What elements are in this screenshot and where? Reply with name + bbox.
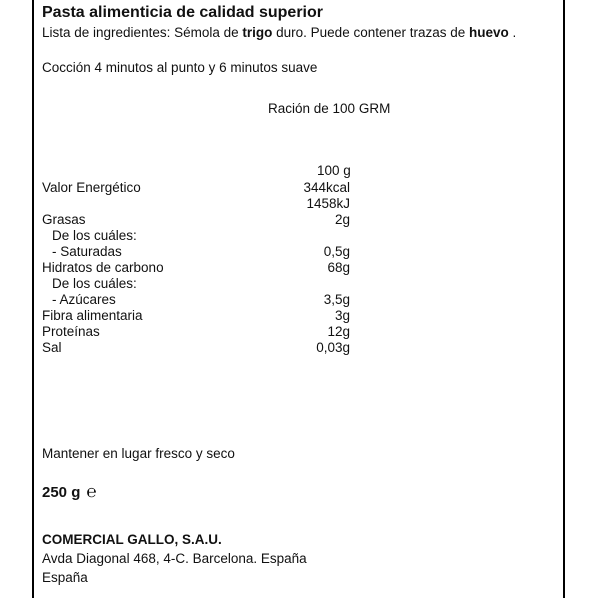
ingredients-list	[42, 25, 516, 41]
nutrition-row-value: 1458kJ	[306, 196, 350, 211]
estimated-sign-icon: ℮	[86, 482, 97, 501]
nutrition-row-value: 2g	[334, 212, 350, 227]
company-address: Avda Diagonal 468, 4-C. Barcelona. España	[42, 551, 307, 566]
nutrition-row-value: 3g	[334, 308, 350, 323]
nutrition-row-value: 3,5g	[323, 292, 350, 307]
ingredients-prefix: Lista de ingredientes: Sémola de	[42, 25, 243, 40]
nutrition-row-label: Proteínas	[42, 324, 100, 339]
nutrition-row-label: De los cuáles:	[52, 276, 137, 291]
company-country: España	[42, 570, 88, 585]
nutrition-row-label: - Saturadas	[52, 244, 122, 259]
ingredients-middle: duro. Puede contener trazas de	[272, 25, 470, 40]
net-weight	[42, 483, 97, 502]
net-weight-value: 250 g	[42, 484, 81, 501]
nutrition-row-value: 344kcal	[303, 180, 350, 195]
nutrition-row-label: Valor Energético	[42, 180, 141, 195]
cooking-instructions: Cocción 4 minutos al punto y 6 minutos suave	[42, 60, 318, 75]
nutrition-row-label: Grasas	[42, 212, 86, 227]
nutrition-row-label: De los cuáles:	[52, 228, 137, 243]
nutrition-row-label: Sal	[42, 340, 62, 355]
ingredients-suffix: .	[508, 25, 517, 40]
allergen-huevo: huevo	[469, 25, 509, 40]
nutrition-row-value: 12g	[327, 324, 350, 339]
nutrition-row-value: 68g	[327, 260, 350, 275]
storage-instructions: Mantener en lugar fresco y seco	[42, 446, 235, 461]
nutrition-row-label: - Azúcares	[52, 292, 116, 307]
nutrition-column-header: 100 g	[317, 163, 351, 178]
nutrition-row-label: Hidratos de carbono	[42, 260, 164, 275]
nutrition-row-value: 0,03g	[316, 340, 350, 355]
allergen-trigo: trigo	[242, 25, 273, 40]
company-name: COMERCIAL GALLO, S.A.U.	[42, 532, 222, 547]
portion-header: Ración de 100 GRM	[268, 101, 391, 116]
product-title: Pasta alimenticia de calidad superior	[42, 4, 323, 21]
nutrition-row-label: Fibra alimentaria	[42, 308, 143, 323]
nutrition-row-value: 0,5g	[323, 244, 350, 259]
